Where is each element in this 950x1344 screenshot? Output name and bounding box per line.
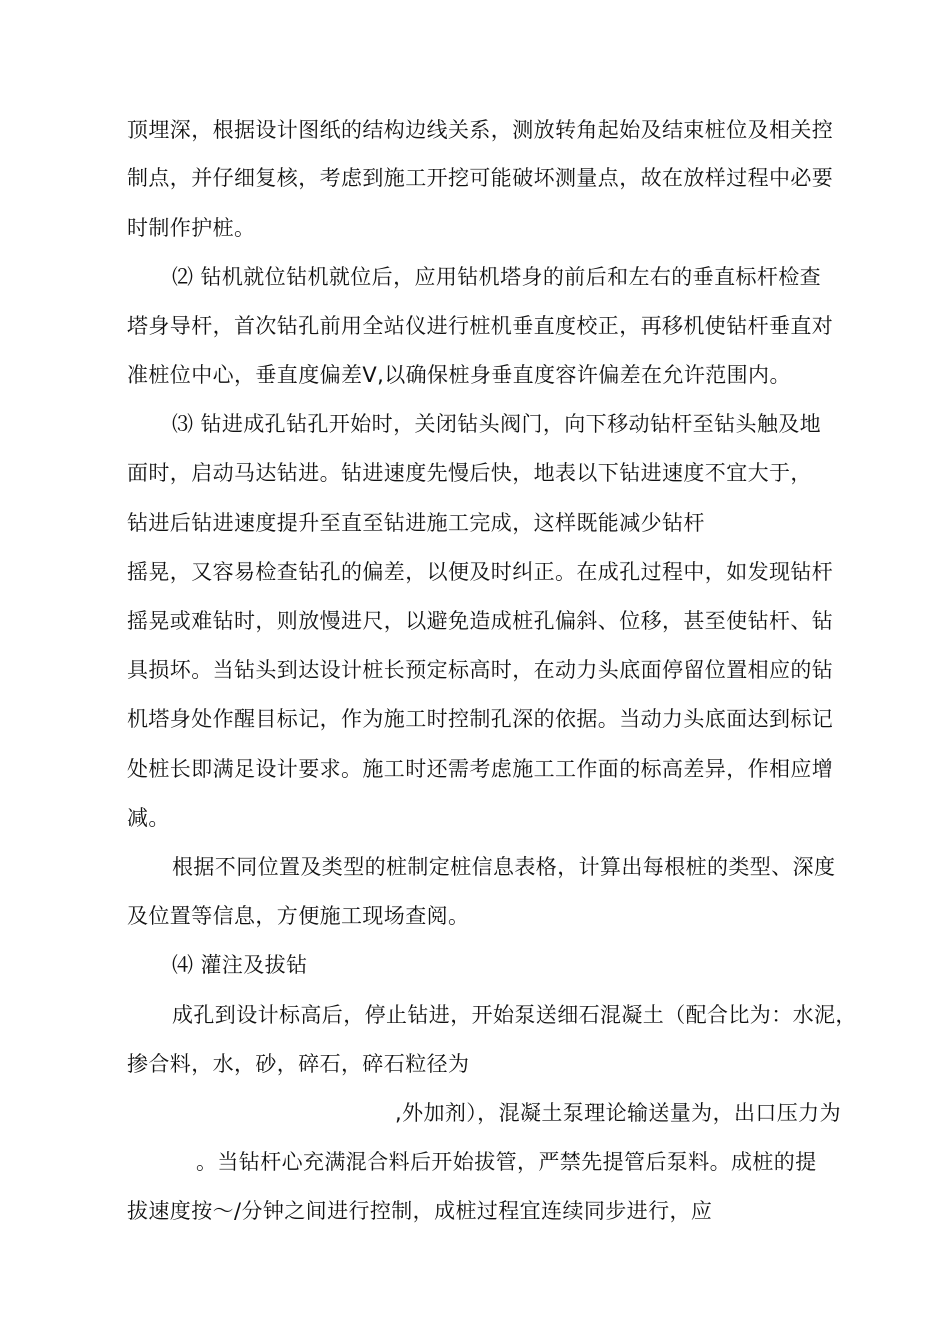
text-line: 制点，并仔细复核，考虑到施工开挖可能破坏测量点，故在放样过程中必要 bbox=[127, 166, 834, 190]
text-line: 时制作护桩。 bbox=[127, 216, 256, 240]
text-line: 成孔到设计标高后，停止钻进，开始泵送细石混凝土（配合比为：水泥， bbox=[172, 1003, 857, 1027]
text-line: 塔身导杆，首次钻孔前用全站仪进行桩机垂直度校正，再移机使钻杆垂直对 bbox=[127, 314, 834, 338]
text-line: ⑵ 钻机就位钻机就位后，应用钻机塔身的前后和左右的垂直标杆检查 bbox=[172, 265, 822, 289]
text-line: 根据不同位置及类型的桩制定桩信息表格，计算出每根桩的类型、深度 bbox=[172, 855, 836, 879]
text-line: 顶埋深，根据设计图纸的结构边线关系，测放转角起始及结束桩位及相关控 bbox=[127, 118, 834, 142]
text-line: ⑶ 钻进成孔钻孔开始时，关闭钻头阀门，向下移动钻杆至钻头触及地 bbox=[172, 412, 822, 436]
text-line: 准桩位中心，垂直度偏差V,以确保桩身垂直度容许偏差在允许范围内。 bbox=[127, 363, 791, 387]
text-line: 摇晃或难钻时，则放慢进尺，以避免造成桩孔偏斜、位移，甚至使钻杆、钻 bbox=[127, 609, 834, 633]
text-line: 拔速度按～/分钟之间进行控制，成桩过程宜连续同步进行，应 bbox=[127, 1199, 713, 1223]
text-line: 面时，启动马达钻进。钻进速度先慢后快，地表以下钻进速度不宜大于， bbox=[127, 461, 812, 485]
text-line: 机塔身处作醒目标记，作为施工时控制孔深的依据。当动力头底面达到标记 bbox=[127, 707, 834, 731]
text-line: 处桩长即满足设计要求。施工时还需考虑施工工作面的标高差异，作相应增 bbox=[127, 757, 834, 781]
text-line: 。当钻杆心充满混合料后开始拔管，严禁先提管后泵料。成桩的提 bbox=[196, 1150, 817, 1174]
text-line: 掺合料，水，砂，碎石，碎石粒径为 bbox=[127, 1052, 470, 1076]
text-line: 减。 bbox=[127, 806, 170, 830]
text-line: ⑷ 灌注及拔钻 bbox=[172, 953, 308, 977]
text-line: 钻进后钻进速度提升至直至钻进施工完成，这样既能减少钻杆 bbox=[127, 511, 705, 535]
text-line: 具损坏。当钻头到达设计桩长预定标高时，在动力头底面停留位置相应的钻 bbox=[127, 658, 834, 682]
text-line: 及位置等信息，方便施工现场查阅。 bbox=[127, 904, 470, 928]
text-line: 摇晃，又容易检查钻孔的偏差，以便及时纠正。在成孔过程中，如发现钻杆 bbox=[127, 560, 834, 584]
text-line: ,外加剂），混凝土泵理论输送量为，出口压力为 bbox=[395, 1101, 841, 1125]
